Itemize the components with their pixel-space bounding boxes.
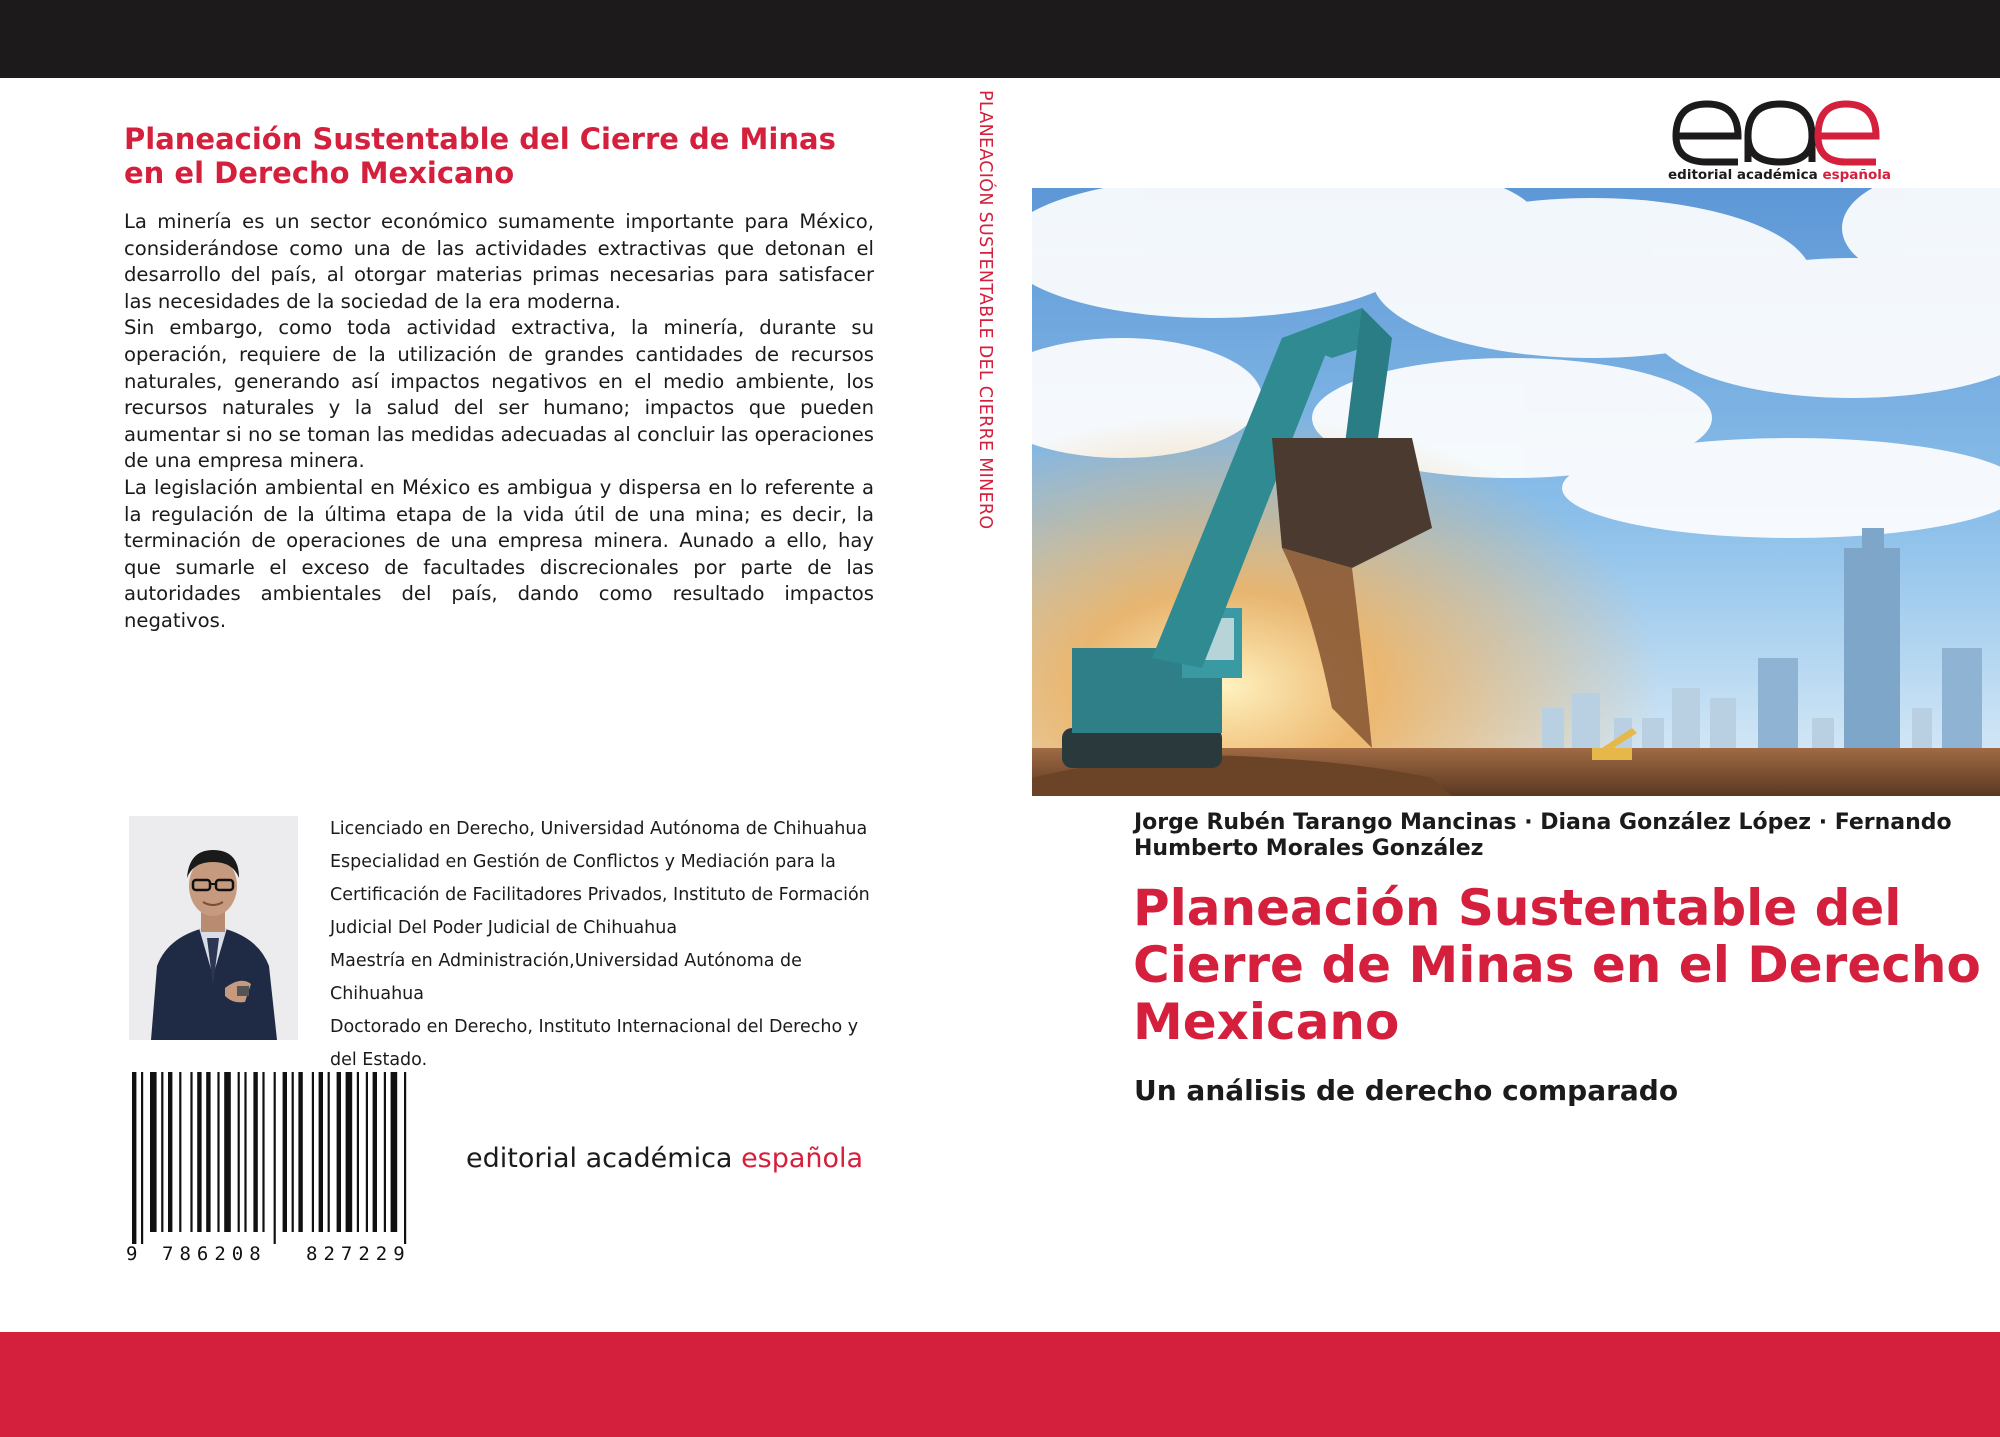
logo-caption-accent: española bbox=[1822, 167, 1892, 183]
bio-line: Doctorado en Derecho, Instituto Internacional del Derecho y bbox=[330, 1017, 859, 1037]
bottom-band bbox=[0, 1332, 2000, 1437]
bio-line: Judicial Del Poder Judicial de Chihuahua bbox=[330, 918, 678, 938]
authors: Jorge Rubén Tarango Mancinas · Diana González López · Fernando Humberto Morales González bbox=[1134, 810, 1952, 861]
back-cover-title: Planeación Sustentable del Cierre de Minas en el Derecho Mexicano bbox=[124, 122, 836, 190]
author-photo bbox=[129, 816, 298, 1040]
back-publisher-name bbox=[466, 1143, 863, 1174]
publisher-name-main: editorial académica bbox=[466, 1143, 733, 1174]
front-cover-subtitle: Un análisis de derecho comparado bbox=[1134, 1074, 1679, 1107]
blurb-paragraph-3: La legislación ambiental en México es ambigua y dispersa en lo referente a la regulación de la última etapa de la vida útil de una mina; es decir, la terminación de operaciones de una empresa minera. Aunado a ello, hay que sumarle el exceso de facultades discrecionales por parte de las autoridades ambientales del país, dando como resultado impactos negativos. bbox=[124, 475, 874, 632]
isbn-barcode bbox=[126, 1072, 448, 1262]
bio-line: Maestría en Administración,Universidad Autónoma de bbox=[330, 951, 802, 971]
cover-photo bbox=[1032, 188, 2000, 796]
logo-caption bbox=[1668, 167, 1891, 183]
logo-caption-main: editorial académica bbox=[1668, 167, 1818, 183]
spine-title: PLANEACIÓN SUSTENTABLE DEL CIERRE MINERO bbox=[975, 90, 995, 530]
bio-line: del Estado. bbox=[330, 1050, 428, 1070]
front-cover-title: Planeación Sustentable del Cierre de Minas en el Derecho Mexicano bbox=[1133, 879, 1981, 1051]
isbn-digits-group-2: 827229 bbox=[306, 1243, 411, 1262]
blurb-paragraph-1: La minería es un sector económico sumamente importante para México, considerándose como una de las actividades extractivas que detonan el desarrollo del país, al otorgar materias primas necesarias para satisfacer las necesidades de la sociedad de la era moderna. bbox=[124, 210, 874, 313]
excavator-city-skyline-icon bbox=[1032, 188, 2000, 796]
bio-line: Licenciado en Derecho, Universidad Autónoma de Chihuahua bbox=[330, 819, 868, 839]
isbn-digits-group-1: 786208 bbox=[162, 1243, 267, 1262]
publisher-name-accent: española bbox=[741, 1143, 864, 1174]
back-cover-blurb bbox=[124, 209, 874, 635]
author-bio bbox=[330, 813, 890, 1077]
author-portrait-icon bbox=[129, 816, 298, 1040]
bio-line: Especialidad en Gestión de Conflictos y Mediación para la bbox=[330, 852, 836, 872]
blurb-paragraph-2: Sin embargo, como toda actividad extractiva, la minería, durante su operación, requiere de la utilización de grandes cantidades de recursos naturales, generando así impactos negativos en el medio ambiente, los recursos naturales y la salud del ser humano; impactos que pueden aumentar si no se toman las medidas adecuadas al concluir las operaciones de una empresa minera. bbox=[124, 316, 874, 473]
isbn-digit-prefix: 9 bbox=[126, 1243, 138, 1262]
top-band bbox=[0, 0, 2000, 78]
bio-line: Chihuahua bbox=[330, 984, 424, 1004]
bio-line: Certificación de Facilitadores Privados, Instituto de Formación bbox=[330, 885, 870, 905]
